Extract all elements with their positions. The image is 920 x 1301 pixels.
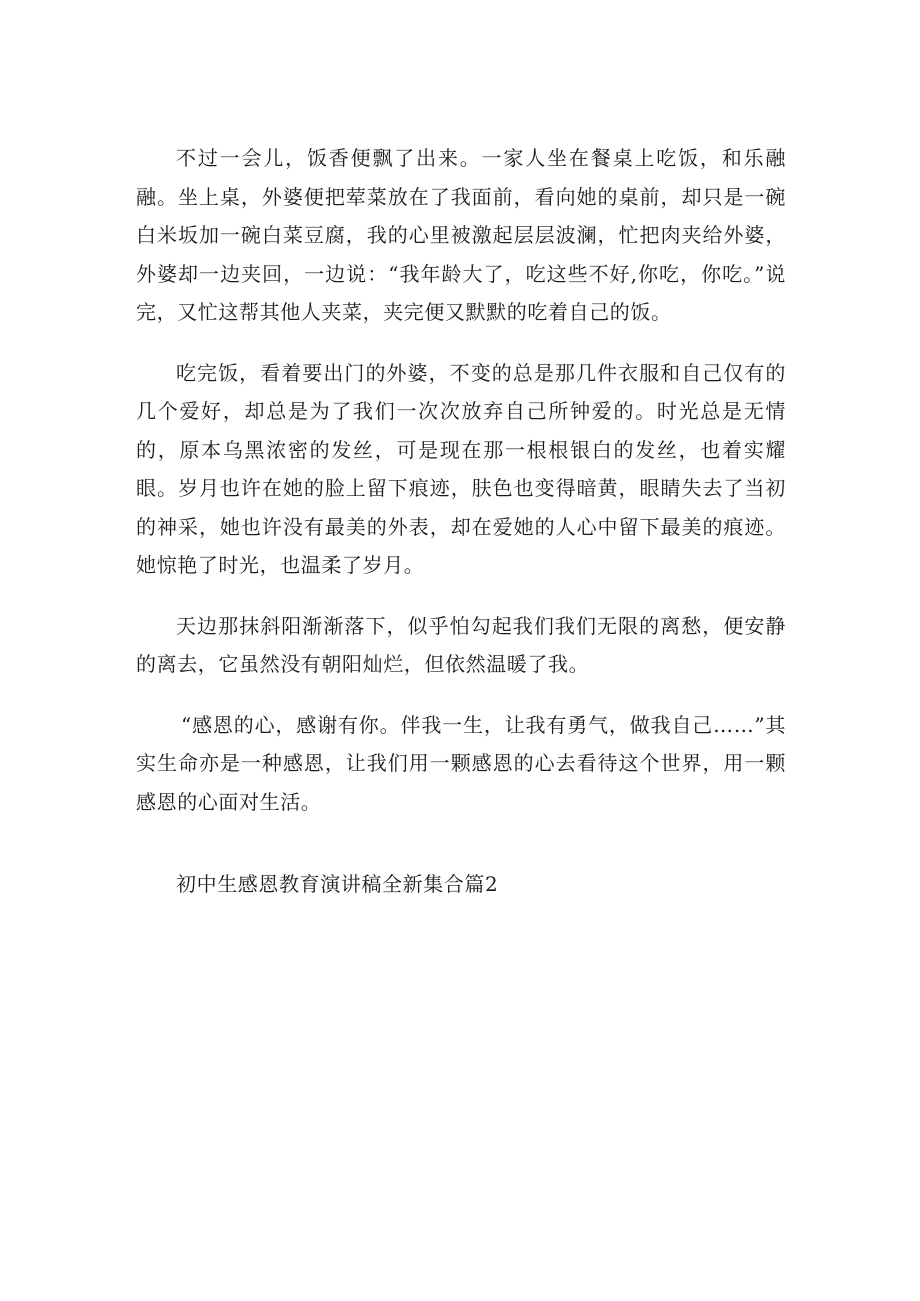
section-heading: 初中生感恩教育演讲稿全新集合篇2 — [176, 872, 499, 896]
paragraph-gratitude: “感恩的心，感谢有你。伴我一生，让我有勇气，做我自己……”其实生命亦是一种感恩，让我们用一颗感恩的心去看待这个世界，用一颗感恩的心面对生活。 — [136, 712, 786, 814]
paragraph-grandmother: 吃完饭，看着要出门的外婆，不变的总是那几件衣服和自己仅有的几个爱好，却总是为了我们一次次放弃自己所钟爱的。时光总是无情的，原本乌黑浓密的发丝，可是现在那一根根银白的发丝，也着实耀眼。岁月也许在她的脸上留下痕迹，肤色也变得暗黄，眼睛失去了当初的神采，她也许没有最美的外表，却在爱她的人心中留下最美的痕迹。她惊艳了时光，也温柔了岁月。 — [136, 360, 786, 577]
paragraph-meal: 不过一会儿，饭香便飘了出来。一家人坐在餐桌上吃饭，和乐融融。坐上桌，外婆便把荤菜放在了我面前，看向她的桌前，却只是一碗白米坂加一碗白菜豆腐，我的心里被激起层层波澜，忙把肉夹给外婆，外婆却一边夹回，一边说：“我年龄大了，吃这些不好,你吃，你吃。”说完，又忙这帮其他人夹菜，夹完便又默默的吃着自己的饭。 — [136, 146, 786, 324]
document-body — [136, 139, 786, 904]
paragraph-sunset: 天边那抹斜阳渐渐落下，似乎怕勾起我们我们无限的离愁，便安静的离去，它虽然没有朝阳灿烂，但依然温暖了我。 — [136, 613, 786, 676]
